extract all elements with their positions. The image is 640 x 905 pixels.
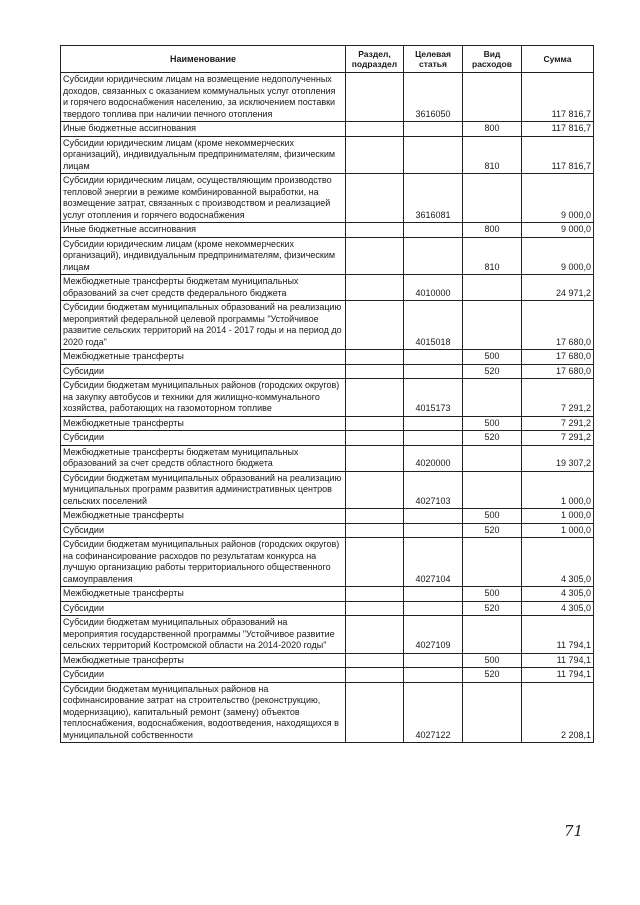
cell-article: 4015018	[404, 301, 463, 350]
table-body	[61, 73, 594, 743]
cell-kind: 500	[463, 350, 522, 365]
cell-section	[346, 364, 404, 379]
cell-kind	[463, 616, 522, 654]
header-amount: Сумма	[522, 46, 594, 73]
table-row	[61, 136, 594, 174]
cell-amount: 17 680,0	[522, 301, 594, 350]
cell-kind: 800	[463, 122, 522, 137]
cell-article: 4010000	[404, 275, 463, 301]
cell-amount: 7 291,2	[522, 379, 594, 417]
cell-name: Субсидии юридическим лицам (кроме некоммерческих организаций), индивидуальным предпринимателям, физическим лицам	[61, 237, 346, 275]
table-row	[61, 653, 594, 668]
cell-article: 4027122	[404, 682, 463, 743]
cell-kind: 520	[463, 523, 522, 538]
cell-name: Субсидии бюджетам муниципальных районов на софинансирование затрат на строительство (реконструкцию, модернизацию), капитальный ремонт (замену) объектов теплоснабжения, водоснабжения, водоотведения, находящихся в муниципальной собственности	[61, 682, 346, 743]
cell-name: Межбюджетные трансферты	[61, 587, 346, 602]
cell-amount: 17 680,0	[522, 350, 594, 365]
cell-kind: 810	[463, 237, 522, 275]
cell-article	[404, 523, 463, 538]
cell-article	[404, 431, 463, 446]
cell-section	[346, 653, 404, 668]
table-row	[61, 668, 594, 683]
header-kind: Вид расходов	[463, 46, 522, 73]
cell-amount: 19 307,2	[522, 445, 594, 471]
cell-article	[404, 601, 463, 616]
cell-article	[404, 237, 463, 275]
cell-amount: 11 794,1	[522, 668, 594, 683]
cell-amount: 9 000,0	[522, 223, 594, 238]
cell-kind: 520	[463, 364, 522, 379]
table-row	[61, 471, 594, 509]
cell-amount: 4 305,0	[522, 538, 594, 587]
table-row	[61, 275, 594, 301]
cell-kind	[463, 682, 522, 743]
cell-name: Межбюджетные трансферты	[61, 653, 346, 668]
cell-kind	[463, 174, 522, 223]
cell-section	[346, 668, 404, 683]
cell-amount: 1 000,0	[522, 471, 594, 509]
cell-kind: 500	[463, 416, 522, 431]
cell-article: 4020000	[404, 445, 463, 471]
cell-section	[346, 73, 404, 122]
cell-name: Субсидии юридическим лицам (кроме некоммерческих организаций), индивидуальным предпринимателям, физическим лицам	[61, 136, 346, 174]
cell-amount: 2 208,1	[522, 682, 594, 743]
cell-name: Межбюджетные трансферты бюджетам муниципальных образований за счет средств областного бюджета	[61, 445, 346, 471]
cell-name: Субсидии бюджетам муниципальных районов (городских округов) на софинансирование расходов по результатам конкурса на лучшую организацию работы территориального общественного самоуправления	[61, 538, 346, 587]
cell-kind: 520	[463, 431, 522, 446]
cell-name: Субсидии юридическим лицам на возмещение недополученных доходов, связанных с оказанием коммунальных услуг отопления и горячего водоснабжения населению, за исключением поставки твердого топлива при наличии печного отопления	[61, 73, 346, 122]
cell-amount: 17 680,0	[522, 364, 594, 379]
cell-section	[346, 237, 404, 275]
table-row	[61, 350, 594, 365]
cell-section	[346, 223, 404, 238]
cell-kind: 520	[463, 601, 522, 616]
cell-kind	[463, 538, 522, 587]
cell-section	[346, 523, 404, 538]
cell-article	[404, 350, 463, 365]
table-row	[61, 122, 594, 137]
cell-name: Субсидии бюджетам муниципальных образований на реализацию мероприятий федеральной целевой программы "Устойчивое развитие сельских территорий на 2014 - 2017 годы и на период до 2020 года"	[61, 301, 346, 350]
cell-amount: 117 816,7	[522, 73, 594, 122]
table-row	[61, 431, 594, 446]
cell-section	[346, 538, 404, 587]
cell-article	[404, 509, 463, 524]
cell-article	[404, 136, 463, 174]
table-row	[61, 301, 594, 350]
cell-article	[404, 653, 463, 668]
cell-article	[404, 587, 463, 602]
cell-kind	[463, 301, 522, 350]
budget-table	[60, 45, 594, 743]
cell-name: Иные бюджетные ассигнования	[61, 122, 346, 137]
cell-article	[404, 223, 463, 238]
cell-name: Межбюджетные трансферты	[61, 416, 346, 431]
cell-kind: 500	[463, 653, 522, 668]
cell-amount: 117 816,7	[522, 122, 594, 137]
cell-amount: 4 305,0	[522, 587, 594, 602]
cell-section	[346, 416, 404, 431]
cell-article	[404, 668, 463, 683]
cell-section	[346, 445, 404, 471]
cell-article: 4027103	[404, 471, 463, 509]
cell-name: Межбюджетные трансферты	[61, 509, 346, 524]
cell-kind	[463, 73, 522, 122]
table-row	[61, 616, 594, 654]
table-row	[61, 416, 594, 431]
cell-kind	[463, 275, 522, 301]
cell-name: Субсидии бюджетам муниципальных образований на реализацию муниципальных программ развития административных центров сельских поселений	[61, 471, 346, 509]
cell-section	[346, 301, 404, 350]
cell-amount: 1 000,0	[522, 523, 594, 538]
cell-article: 4027109	[404, 616, 463, 654]
cell-name: Субсидии	[61, 523, 346, 538]
table-row	[61, 509, 594, 524]
cell-kind	[463, 471, 522, 509]
cell-amount: 11 794,1	[522, 616, 594, 654]
cell-kind: 810	[463, 136, 522, 174]
cell-name: Субсидии	[61, 431, 346, 446]
cell-amount: 9 000,0	[522, 174, 594, 223]
cell-name: Субсидии	[61, 364, 346, 379]
cell-amount: 7 291,2	[522, 416, 594, 431]
header-section: Раздел, подраздел	[346, 46, 404, 73]
table-row	[61, 682, 594, 743]
cell-name: Межбюджетные трансферты	[61, 350, 346, 365]
cell-name: Субсидии бюджетам муниципальных образований на мероприятия государственной программы "Устойчивое развитие сельских территорий Костромской области на 2014-2020 годы"	[61, 616, 346, 654]
cell-section	[346, 275, 404, 301]
cell-name: Субсидии	[61, 668, 346, 683]
table-row	[61, 237, 594, 275]
cell-section	[346, 616, 404, 654]
header-name: Наименование	[61, 46, 346, 73]
cell-amount: 117 816,7	[522, 136, 594, 174]
table-row	[61, 379, 594, 417]
cell-kind: 500	[463, 587, 522, 602]
cell-kind: 800	[463, 223, 522, 238]
cell-amount: 9 000,0	[522, 237, 594, 275]
table-row	[61, 523, 594, 538]
page-number: 71	[564, 822, 584, 840]
cell-section	[346, 682, 404, 743]
cell-kind: 520	[463, 668, 522, 683]
cell-article	[404, 364, 463, 379]
cell-section	[346, 350, 404, 365]
cell-name: Субсидии бюджетам муниципальных районов (городских округов) на закупку автобусов и техники для жилищно-коммунального хозяйства, работающих на газомоторном топливе	[61, 379, 346, 417]
cell-section	[346, 587, 404, 602]
cell-section	[346, 431, 404, 446]
table-row	[61, 73, 594, 122]
table-row	[61, 174, 594, 223]
cell-amount: 4 305,0	[522, 601, 594, 616]
table-row	[61, 364, 594, 379]
cell-article: 4015173	[404, 379, 463, 417]
cell-section	[346, 471, 404, 509]
cell-amount: 7 291,2	[522, 431, 594, 446]
cell-section	[346, 379, 404, 417]
cell-section	[346, 601, 404, 616]
cell-section	[346, 509, 404, 524]
cell-kind: 500	[463, 509, 522, 524]
table-row	[61, 538, 594, 587]
cell-name: Субсидии	[61, 601, 346, 616]
cell-name: Межбюджетные трансферты бюджетам муниципальных образований за счет средств федерального бюджета	[61, 275, 346, 301]
cell-article: 4027104	[404, 538, 463, 587]
cell-section	[346, 122, 404, 137]
table-row	[61, 601, 594, 616]
cell-kind	[463, 445, 522, 471]
cell-amount: 11 794,1	[522, 653, 594, 668]
cell-section	[346, 174, 404, 223]
table-header-row	[61, 46, 594, 73]
table-row	[61, 587, 594, 602]
cell-article: 3616050	[404, 73, 463, 122]
cell-amount: 24 971,2	[522, 275, 594, 301]
cell-name: Иные бюджетные ассигнования	[61, 223, 346, 238]
table-row	[61, 445, 594, 471]
cell-amount: 1 000,0	[522, 509, 594, 524]
cell-kind	[463, 379, 522, 417]
table-row	[61, 223, 594, 238]
cell-section	[346, 136, 404, 174]
cell-article: 3616081	[404, 174, 463, 223]
cell-name: Субсидии юридическим лицам, осуществляющим производство тепловой энергии в режиме комбинированной выработки, на возмещение затрат, связанных с производством и реализацией услуг отопления и горячего водоснабжения	[61, 174, 346, 223]
cell-article	[404, 416, 463, 431]
header-article: Целевая статья	[404, 46, 463, 73]
cell-article	[404, 122, 463, 137]
